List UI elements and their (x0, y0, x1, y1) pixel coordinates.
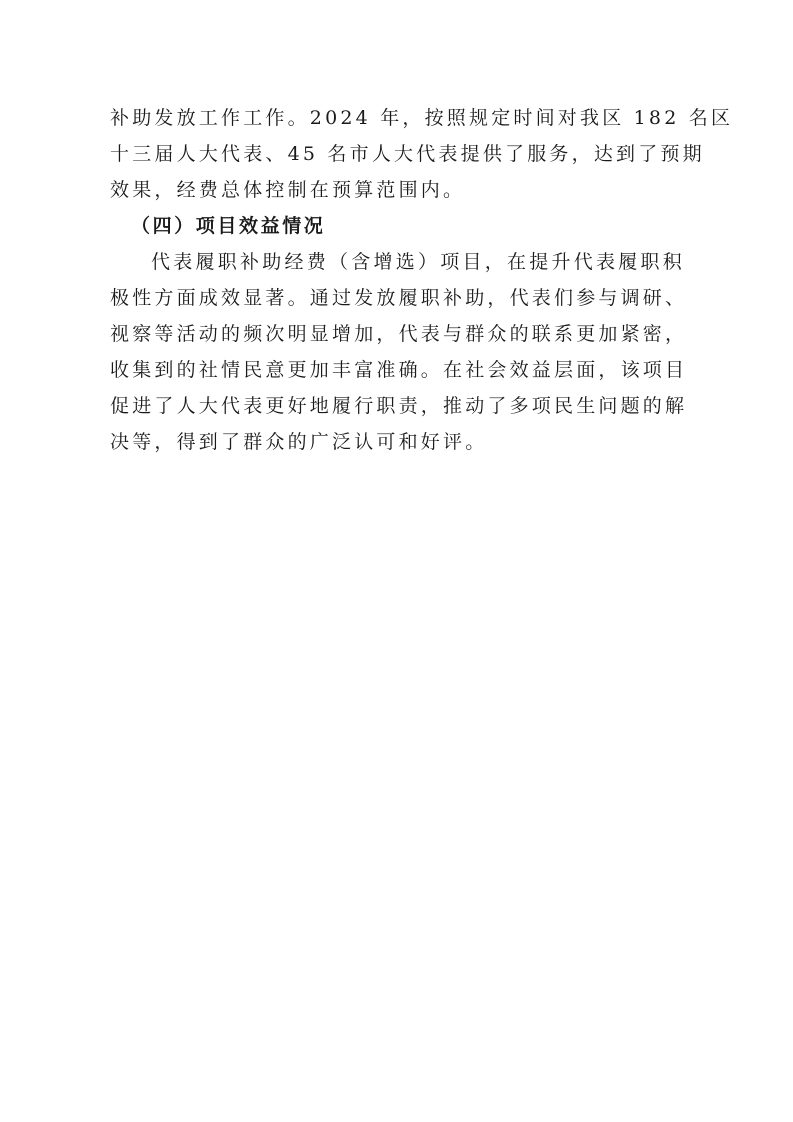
paragraph-line: 促进了人大代表更好地履行职责，推动了多项民生问题的解 (110, 395, 688, 417)
paragraph-service-results (110, 100, 734, 208)
paragraph-line: 视察等活动的频次明显增加，代表与群众的联系更加紧密， (110, 323, 688, 345)
paragraph-line: 代表履职补助经费（含增选）项目，在提升代表履职积 (151, 251, 685, 273)
paragraph-project-benefits (110, 244, 688, 460)
paragraph-line: 决等，得到了群众的广泛认可和好评。 (110, 431, 488, 453)
paragraph-line: 十三届人大代表、45 名市人大代表提供了服务，达到了预期 (110, 143, 705, 165)
paragraph-line: 极性方面成效显著。通过发放履职补助，代表们参与调研、 (110, 287, 688, 309)
paragraph-line: 补助发放工作工作。2024 年，按照规定时间对我区 182 名区 (110, 107, 734, 129)
section-heading: （四）项目效益情况 (131, 215, 326, 237)
paragraph-line: 效果，经费总体控制在预算范围内。 (110, 179, 466, 201)
paragraph-line: 收集到的社情民意更加丰富准确。在社会效益层面，该项目 (110, 359, 688, 381)
page-content (110, 100, 734, 460)
